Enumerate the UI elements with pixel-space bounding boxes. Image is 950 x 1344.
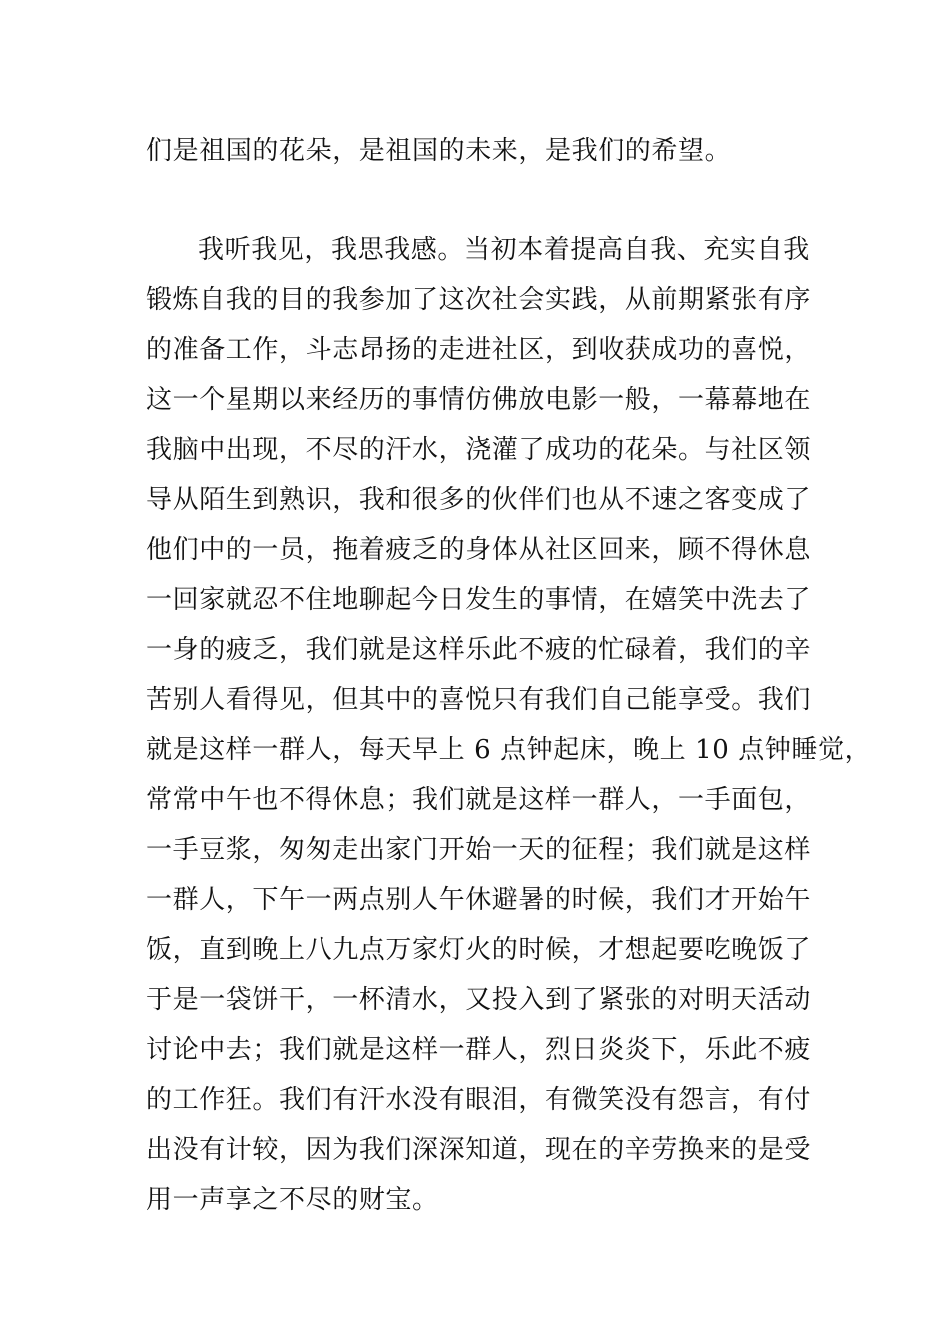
text-line: 导从陌生到熟识，我和很多的伙伴们也从不速之客变成了 — [146, 485, 812, 515]
text-line: 这一个星期以来经历的事情仿佛放电影一般，一幕幕地在 — [146, 385, 812, 415]
text-line: 一回家就忍不住地聊起今日发生的事情，在嬉笑中洗去了 — [146, 585, 812, 615]
text-line: 就是这样一群人，每天早上 6 点钟起床，晚上 10 点钟睡觉， — [146, 735, 872, 765]
text-line: 用一声享之不尽的财宝。 — [146, 1185, 439, 1215]
text-line: 一群人，下午一两点别人午休避暑的时候，我们才开始午 — [146, 885, 812, 915]
text-line: 锻炼自我的目的我参加了这次社会实践，从前期紧张有序 — [146, 285, 812, 315]
text-line: 苦别人看得见，但其中的喜悦只有我们自己能享受。我们 — [146, 685, 812, 715]
text-line: 于是一袋饼干，一杯清水，又投入到了紧张的对明天活动 — [146, 985, 812, 1015]
text-line: 一身的疲乏，我们就是这样乐此不疲的忙碌着，我们的辛 — [146, 635, 812, 665]
text-line: 出没有计较，因为我们深深知道，现在的辛劳换来的是受 — [146, 1135, 812, 1165]
text-line: 们是祖国的花朵，是祖国的未来，是我们的希望。 — [146, 136, 732, 166]
text-line: 我脑中出现，不尽的汗水，浇灌了成功的花朵。与社区领 — [146, 435, 812, 465]
text-line: 常常中午也不得休息；我们就是这样一群人，一手面包， — [146, 785, 812, 815]
text-line: 我听我见，我思我感。当初本着提高自我、充实自我 — [198, 235, 810, 265]
text-line: 讨论中去；我们就是这样一群人，烈日炎炎下，乐此不疲 — [146, 1035, 812, 1065]
text-line: 的准备工作，斗志昂扬的走进社区，到收获成功的喜悦， — [146, 335, 812, 365]
text-line: 的工作狂。我们有汗水没有眼泪，有微笑没有怨言，有付 — [146, 1085, 812, 1115]
text-line: 一手豆浆，匆匆走出家门开始一天的征程；我们就是这样 — [146, 835, 812, 865]
text-line: 他们中的一员，拖着疲乏的身体从社区回来，顾不得休息 — [146, 535, 812, 565]
text-line: 饭，直到晚上八九点万家灯火的时候，才想起要吃晚饭了 — [146, 935, 812, 965]
